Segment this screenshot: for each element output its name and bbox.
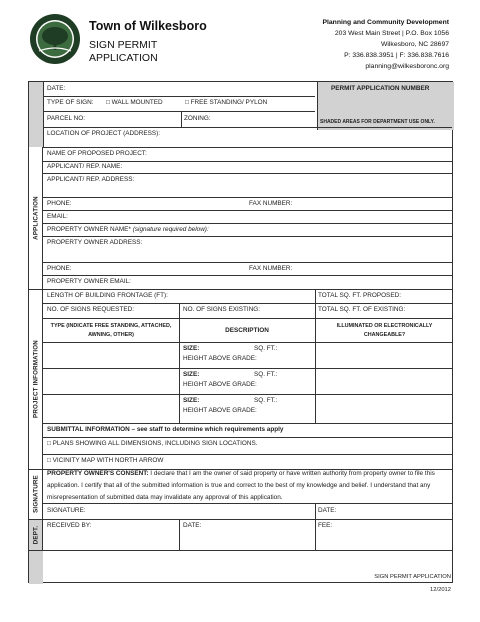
signs-requested-field[interactable]: NO. OF SIGNS REQUESTED: [47,306,134,313]
applicant-address-field[interactable]: APPLICANT/ REP. ADDRESS: [47,176,135,183]
type-of-sign-label: TYPE OF SIGN: [47,99,94,106]
section-project-information: PROJECT INFORMATION [29,289,43,469]
free-standing-checkbox[interactable]: □ FREE STANDING/ PYLON [185,99,268,106]
permit-number-label: PERMIT APPLICATION NUMBER [331,85,430,92]
applicant-phone-field[interactable]: PHONE: [47,200,72,207]
section-application: APPLICATION [29,147,43,289]
section-dept: DEPT. [29,519,43,550]
sign-1-sqft-field[interactable]: SQ. FT.: [254,345,278,352]
sign-2-sqft-field[interactable]: SQ. FT.: [254,371,278,378]
applicant-fax-field[interactable]: FAX NUMBER: [249,200,293,207]
received-by-field[interactable]: RECEIVED BY: [47,522,92,529]
document-title: SIGN PERMIT APPLICATION [89,39,158,64]
applicant-email-field[interactable]: EMAIL: [47,213,68,220]
department-phone-fax: P: 336.838.3951 | F: 336.838.7616 [344,52,449,59]
department-name: Planning and Community Development [322,19,449,26]
owner-phone-field[interactable]: PHONE: [47,265,72,272]
sign-permit-form [28,81,453,583]
sign-3-size-label: SIZE: [183,397,200,404]
department-address: 203 West Main Street | P.O. Box 1056 [334,30,449,37]
footer-form-name: SIGN PERMIT APPLICATION [374,574,451,580]
frontage-field[interactable]: LENGTH OF BUILDING FRONTAGE (FT): [47,292,168,299]
submittal-heading: SUBMITTAL INFORMATION – see staff to determine which requirements apply [47,426,284,433]
applicant-name-field[interactable]: APPLICANT/ REP. NAME: [47,163,123,170]
town-seal-logo [29,13,81,65]
town-name: Town of Wilkesboro [89,19,207,33]
column-header-type: TYPE (INDICATE FREE STANDING, ATTACHED, AWNING, OTHER) [50,323,172,338]
owner-consent-statement: PROPERTY OWNER'S CONSENT: I declare that I am the owner of said property or have written authority from property owner to file this application. I certify that all of the submitted information is true and correct to the best of my knowledge and belief. I understand that any misrepresentation of submitted data may invalidate any approval of this application. [47,470,435,501]
department-city: Wilkesboro, NC 28697 [381,41,449,48]
sign-1-height-field[interactable]: HEIGHT ABOVE GRADE: [183,355,257,362]
sign-1-size-label: SIZE: [183,345,200,352]
owner-email-field[interactable]: PROPERTY OWNER EMAIL: [47,278,131,285]
vicinity-map-checkbox[interactable]: □ VICINITY MAP WITH NORTH ARROW [47,457,164,464]
zoning-field[interactable]: ZONING: [184,115,211,122]
column-header-description: DESCRIPTION [225,327,269,334]
shaded-margin-top [29,82,43,147]
date-field[interactable]: DATE: [47,85,66,92]
owner-address-field[interactable]: PROPERTY OWNER ADDRESS: [47,239,143,246]
department-contact [322,17,449,72]
sign-2-size-label: SIZE: [183,371,200,378]
dept-date-field[interactable]: DATE: [183,522,202,529]
wall-mounted-checkbox[interactable]: □ WALL MOUNTED [106,99,163,106]
sign-3-height-field[interactable]: HEIGHT ABOVE GRADE: [183,407,257,414]
total-sqft-proposed-field[interactable]: TOTAL SQ. FT. PROPOSED: [318,292,401,299]
parcel-no-field[interactable]: PARCEL NO: [47,115,85,122]
project-name-field[interactable]: NAME OF PROPOSED PROJECT: [47,150,147,157]
fee-field[interactable]: FEE: [318,522,333,529]
footer-revision: 12/2012 [430,587,451,593]
signs-existing-field[interactable]: NO. OF SIGNS EXISTING: [183,306,261,313]
sign-2-height-field[interactable]: HEIGHT ABOVE GRADE: [183,381,257,388]
section-signature: SIGNATURE [29,469,43,519]
plans-checkbox[interactable]: □ PLANS SHOWING ALL DIMENSIONS, INCLUDING SIGN LOCATIONS. [47,440,258,447]
owner-name-field[interactable]: PROPERTY OWNER NAME* (signature required below): [47,226,209,233]
owner-fax-field[interactable]: FAX NUMBER: [249,265,293,272]
project-location-field[interactable]: LOCATION OF PROJECT (ADDRESS): [47,130,161,137]
shaded-areas-note: SHADED AREAS FOR DEPARTMENT USE ONLY. [320,119,435,125]
column-header-illuminated: ILLUMINATED OR ELECTRONICALLY CHANGEABLE? [336,323,433,338]
sign-3-sqft-field[interactable]: SQ. FT.: [254,397,278,404]
total-sqft-existing-field[interactable]: TOTAL SQ. FT. OF EXISTING: [318,306,406,313]
signature-date-field[interactable]: DATE: [318,507,337,514]
signature-field[interactable]: SIGNATURE: [47,507,86,514]
department-email: planning@wilkesboronc.org [365,63,449,70]
